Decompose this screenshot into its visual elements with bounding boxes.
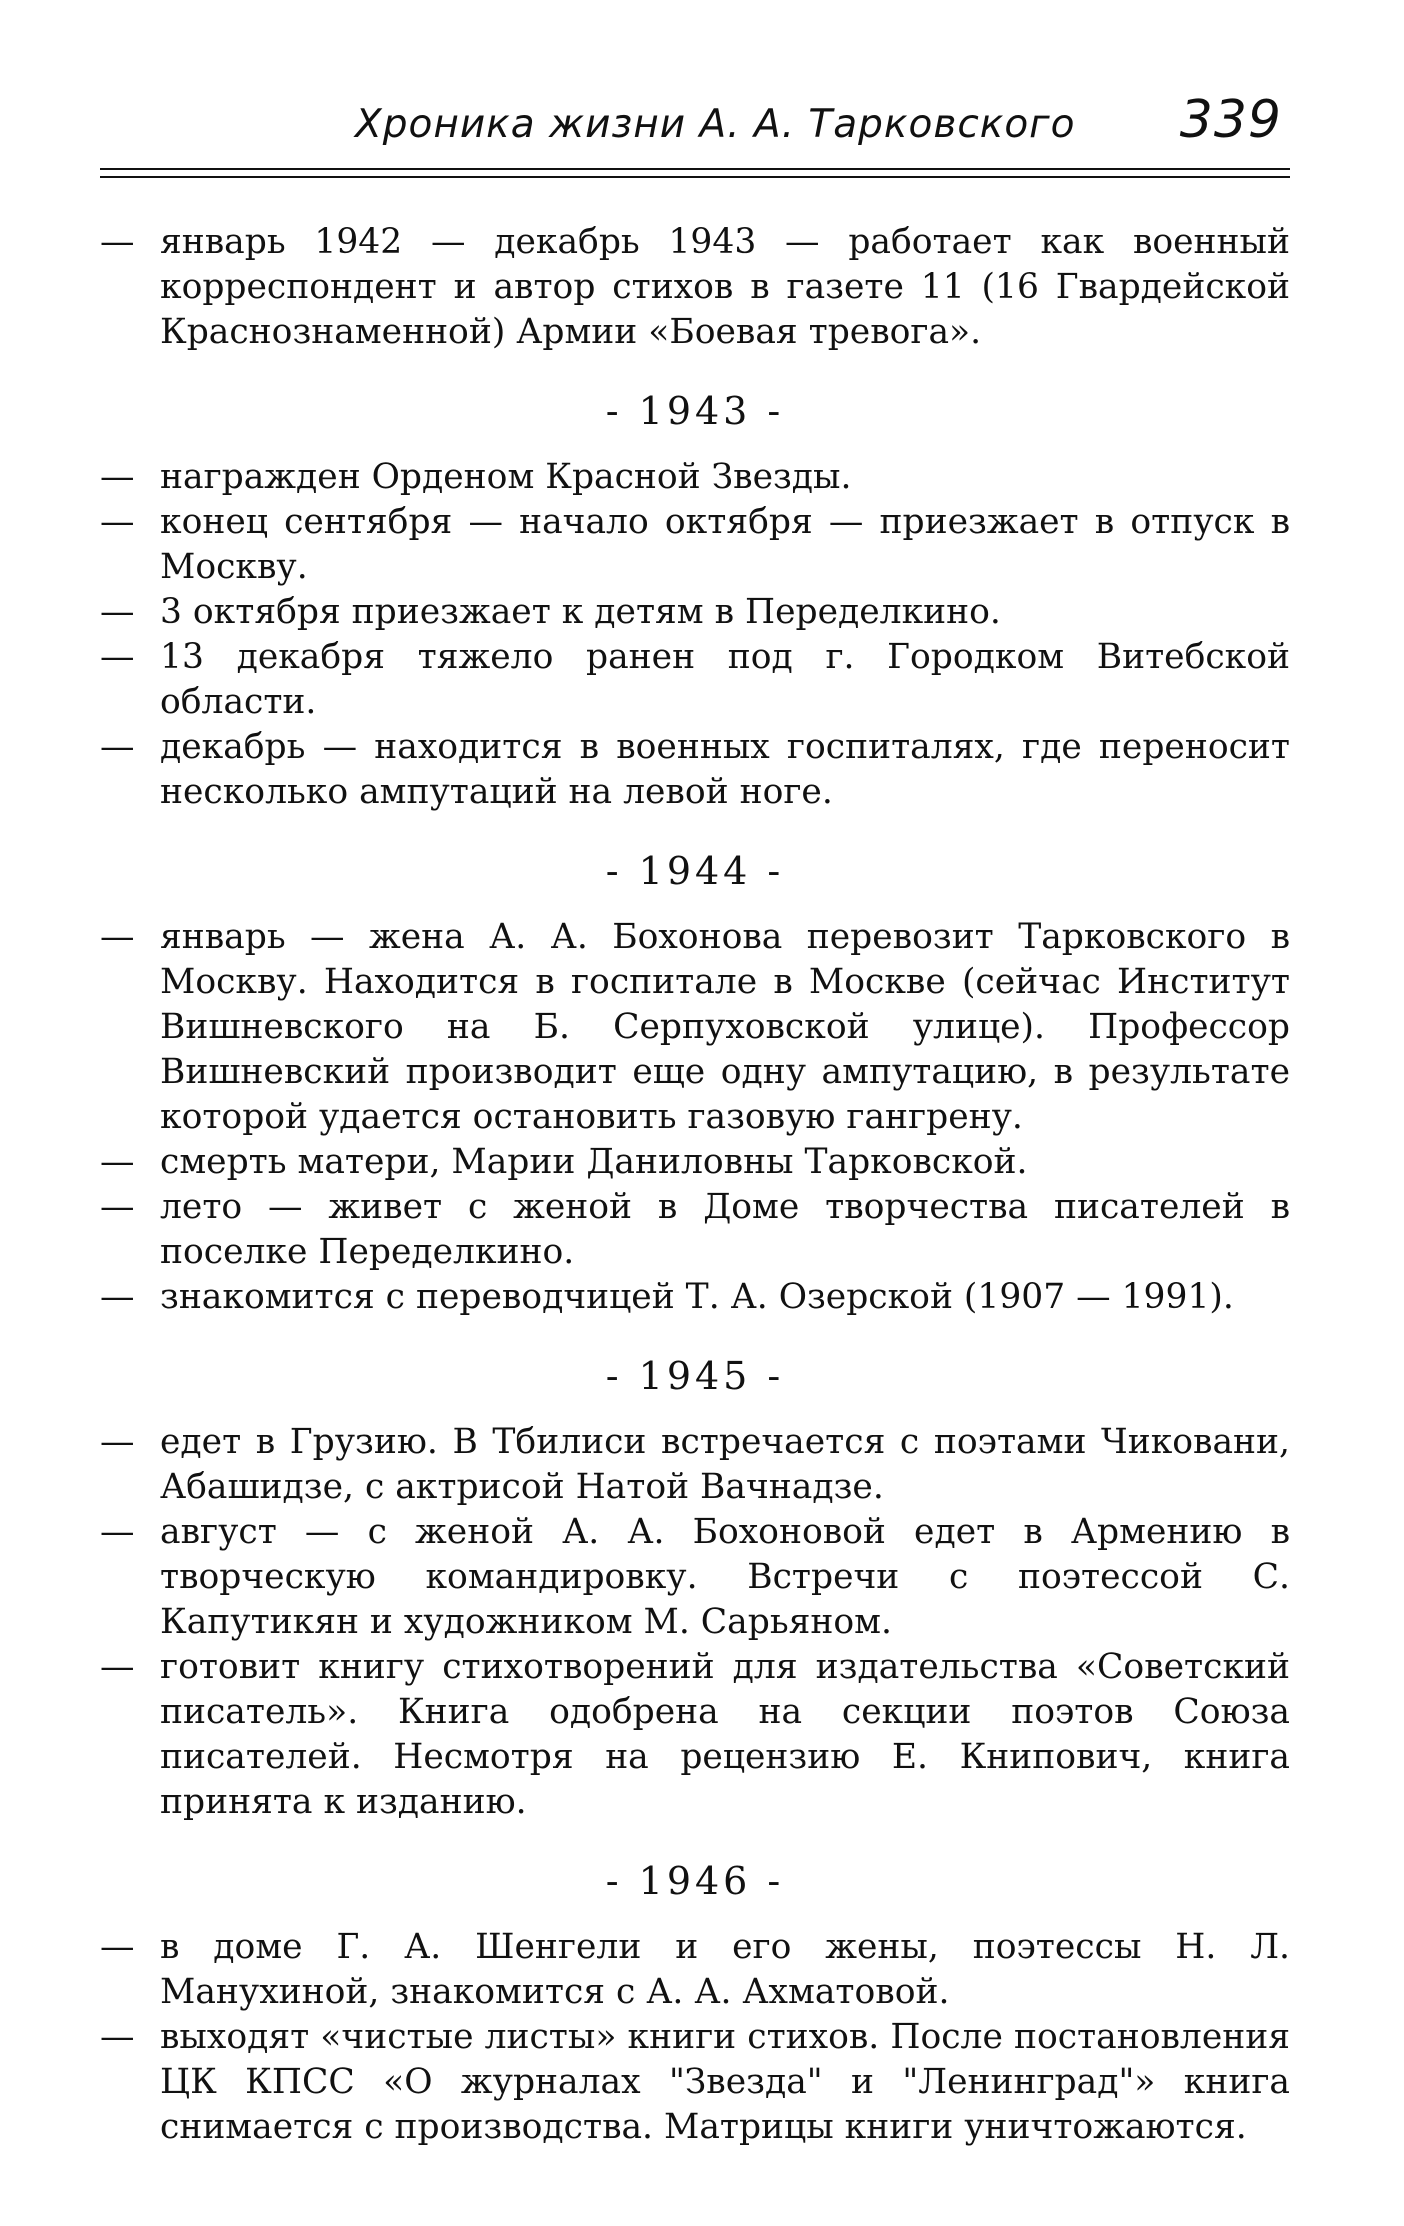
entry-dash: — xyxy=(100,222,135,262)
entry-text: конец сентября — начало октября — приезжает в отпуск в Москву. xyxy=(160,502,1290,587)
year-section-1945 xyxy=(100,1354,1290,1825)
chronicle-entry xyxy=(100,590,1290,635)
year-heading: - 1945 - xyxy=(605,1354,785,1398)
year-section-1946 xyxy=(100,1859,1290,2150)
entry-dash: — xyxy=(100,1142,135,1182)
entry-dash: — xyxy=(100,1187,135,1227)
year-section-1943 xyxy=(100,389,1290,815)
entry-dash: — xyxy=(100,1647,135,1687)
chronicle-content xyxy=(100,220,1290,2150)
running-header xyxy=(100,90,1290,156)
entry-dash: — xyxy=(100,1512,135,1552)
entry-text: награжден Орденом Красной Звезды. xyxy=(160,457,852,497)
entry-text: в доме Г. А. Шенгели и его жены, поэтессы Н. Л. Манухиной, знакомится с А. А. Ахматовой. xyxy=(160,1927,1290,2012)
chronicle-entry xyxy=(100,455,1290,500)
entry-dash: — xyxy=(100,457,135,497)
chronicle-entry xyxy=(100,2015,1290,2150)
entry-text: 13 декабря тяжело ранен под г. Городком Витебской области. xyxy=(160,637,1290,722)
chronicle-entry xyxy=(100,1275,1290,1320)
entry-text: январь — жена А. А. Бохонова перевозит Тарковского в Москву. Находится в госпитале в Москве (сейчас Институт Вишневского на Б. Серпуховской улице). Профессор Вишневский производит еще одну ампутацию, в результате которой удается остановить газовую гангрену. xyxy=(160,917,1290,1137)
entry-text: знакомится с переводчицей Т. А. Озерской (1907 — 1991). xyxy=(160,1277,1234,1317)
chronicle-entry xyxy=(100,220,1290,355)
entry-dash: — xyxy=(100,917,135,957)
page-number: 339 xyxy=(1179,90,1282,150)
chronicle-entry xyxy=(100,500,1290,590)
chronicle-entry xyxy=(100,1645,1290,1825)
year-section-1944 xyxy=(100,849,1290,1320)
entry-text: 3 октября приезжает к детям в Переделкино. xyxy=(160,592,1001,632)
chronicle-entry xyxy=(100,1420,1290,1510)
entry-text: едет в Грузию. В Тбилиси встречается с поэтами Чиковани, Абашидзе, с актрисой Натой Вачнадзе. xyxy=(160,1422,1290,1507)
entry-dash: — xyxy=(100,2017,135,2057)
chronicle-entry xyxy=(100,1185,1290,1275)
entry-dash: — xyxy=(100,1277,135,1317)
entry-text: август — с женой А. А. Бохоновой едет в Армению в творческую командировку. Встречи с поэтессой С. Капутикян и художником М. Сарьяном. xyxy=(160,1512,1290,1642)
entry-dash: — xyxy=(100,592,135,632)
entry-text: выходят «чистые листы» книги стихов. После постановления ЦК КПСС «О журналах "Звезда" и "Ленинград"» книга снимается с производства. Матрицы книги уничтожаются. xyxy=(160,2017,1290,2147)
chronicle-entry xyxy=(100,915,1290,1140)
entry-text: лето — живет с женой в Доме творчества писателей в поселке Переделкино. xyxy=(160,1187,1290,1272)
entry-text: смерть матери, Марии Даниловны Тарковской. xyxy=(160,1142,1028,1182)
entry-text: готовит книгу стихотворений для издательства «Советский писатель». Книга одобрена на секции поэтов Союза писателей. Несмотря на рецензию Е. Книпович, книга принята к изданию. xyxy=(160,1647,1290,1822)
chronicle-entry xyxy=(100,1510,1290,1645)
chronicle-entry xyxy=(100,1140,1290,1185)
entry-dash: — xyxy=(100,1927,135,1967)
entry-text: январь 1942 — декабрь 1943 — работает как военный корреспондент и автор стихов в газете 11 (16 Гвардейской Краснознаменной) Армии «Боевая тревога». xyxy=(160,222,1290,352)
chronicle-entry xyxy=(100,635,1290,725)
running-title: Хроника жизни А. А. Тарковского xyxy=(355,102,1076,147)
chronicle-entry xyxy=(100,1925,1290,2015)
entry-dash: — xyxy=(100,727,135,767)
header-double-rule xyxy=(100,168,1290,178)
chronicle-entry xyxy=(100,725,1290,815)
year-heading: - 1946 - xyxy=(605,1859,785,1903)
entry-dash: — xyxy=(100,502,135,542)
year-heading: - 1944 - xyxy=(605,849,785,893)
entry-text: декабрь — находится в военных госпиталях, где переносит несколько ампутаций на левой ноге. xyxy=(160,727,1290,812)
year-heading: - 1943 - xyxy=(605,389,785,433)
entry-dash: — xyxy=(100,637,135,677)
entry-dash: — xyxy=(100,1422,135,1462)
book-page xyxy=(100,0,1290,2226)
